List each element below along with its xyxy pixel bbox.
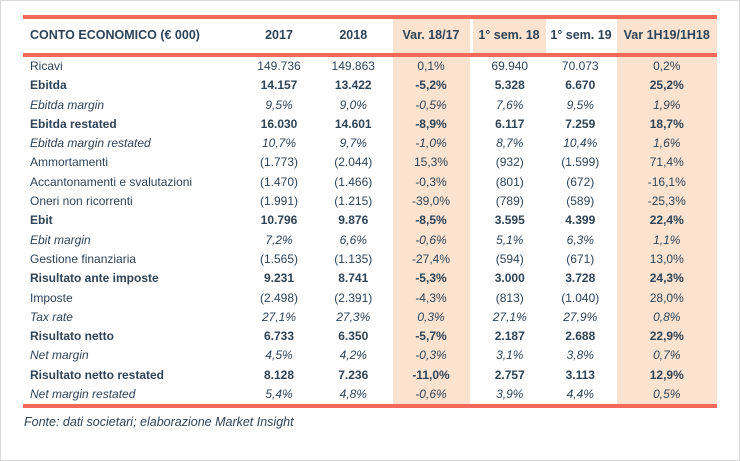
cell-value: 6.670: [565, 78, 596, 93]
cell-value: 3,1%: [496, 348, 524, 363]
cell-value: -0,6%: [391, 385, 471, 406]
cell-value: 0,5%: [615, 385, 717, 406]
cell-value: 10,4%: [563, 136, 598, 151]
table-row: [23, 250, 717, 269]
row-label: Gestione finanziaria: [30, 251, 137, 266]
cell-value: 13,0%: [615, 250, 717, 269]
cell-value: 9,7%: [339, 136, 367, 151]
cell-value: 15,3%: [391, 153, 471, 172]
cell-value: (672): [566, 174, 595, 189]
table-row: [23, 289, 717, 308]
row-label: Ebitda margin: [30, 97, 105, 112]
cell-value: 4,5%: [265, 348, 293, 363]
cell-value: (932): [495, 155, 524, 170]
column-header-2018: 2018: [317, 17, 391, 55]
column-header-var-1h19-1h18: Var 1H19/1H18: [615, 17, 717, 55]
row-label: Ebit margin: [30, 232, 91, 247]
table-row: [23, 173, 717, 192]
cell-value: -16,1%: [615, 173, 717, 192]
cell-value: -0,3%: [391, 346, 471, 365]
column-header-1sem18: 1° sem. 18: [471, 17, 547, 55]
income-statement-table-wrap: [23, 15, 717, 408]
cell-value: 9,5%: [265, 97, 293, 112]
cell-value: 9.876: [338, 213, 369, 228]
cell-value: 0,2%: [615, 55, 717, 76]
cell-value: 14.601: [334, 116, 372, 131]
cell-value: 9.231: [263, 271, 295, 286]
row-label: Ebitda: [30, 78, 67, 93]
cell-value: -11,0%: [391, 366, 471, 385]
cell-value: 8.128: [263, 367, 295, 382]
cell-value: 0,8%: [615, 308, 717, 327]
cell-value: (1.040): [561, 290, 600, 305]
row-label: Risultato netto restated: [30, 367, 165, 382]
cell-value: -4,3%: [391, 289, 471, 308]
cell-value: (1.773): [259, 155, 299, 170]
cell-value: (1.215): [334, 194, 373, 209]
table-row: [23, 192, 717, 211]
cell-value: 69.940: [491, 59, 529, 73]
cell-value: -25,3%: [615, 192, 717, 211]
cell-value: (789): [495, 194, 524, 209]
table-row: [23, 115, 717, 134]
cell-value: 12,9%: [615, 366, 717, 385]
cell-value: (589): [566, 194, 595, 209]
cell-value: (1.470): [259, 174, 299, 189]
table-row: [23, 76, 717, 95]
cell-value: 71,4%: [615, 153, 717, 172]
cell-value: 0,1%: [391, 55, 471, 76]
cell-value: 2.187: [494, 329, 525, 344]
table-row: [23, 366, 717, 385]
cell-value: 28,0%: [615, 289, 717, 308]
cell-value: 8,7%: [496, 136, 524, 151]
cell-value: 149.863: [331, 59, 375, 73]
cell-value: (801): [495, 174, 524, 189]
cell-value: 7.259: [565, 116, 596, 131]
cell-value: 5,4%: [241, 385, 317, 406]
row-label: Net margin: [30, 348, 89, 363]
cell-value: 22,9%: [615, 327, 717, 346]
cell-value: 5.328: [494, 78, 525, 93]
cell-value: 0,3%: [391, 308, 471, 327]
table-row: [23, 231, 717, 250]
cell-value: 10.796: [260, 213, 298, 228]
table-row: [23, 211, 717, 230]
cell-value: (813): [495, 290, 524, 305]
row-label: Tax rate: [30, 309, 73, 324]
cell-value: 4,8%: [317, 385, 391, 406]
table-row: [23, 134, 717, 153]
row-label: Accantonamenti e svalutazioni: [30, 174, 193, 189]
row-label: Risultato netto: [30, 329, 114, 344]
cell-value: 25,2%: [615, 76, 717, 95]
cell-value: 6.350: [338, 329, 369, 344]
column-header-1sem19: 1° sem. 19: [547, 17, 615, 55]
cell-value: 0,7%: [615, 346, 717, 365]
cell-value: 6,6%: [339, 232, 367, 247]
cell-value: 6.117: [495, 116, 525, 131]
cell-value: 4,4%: [547, 385, 615, 406]
cell-value: -1,0%: [391, 134, 471, 153]
cell-value: 3.728: [565, 271, 596, 286]
cell-value: 1,9%: [615, 96, 717, 115]
cell-value: 4,2%: [339, 348, 367, 363]
row-label: Oneri non ricorrenti: [30, 194, 133, 209]
table-row: [23, 153, 717, 172]
cell-value: -39,0%: [391, 192, 471, 211]
cell-value: 70.073: [561, 59, 599, 73]
header-row: [23, 17, 717, 55]
cell-value: (1.135): [334, 251, 373, 266]
cell-value: 1,1%: [615, 231, 717, 250]
cell-value: 8.741: [338, 271, 369, 286]
cell-value: -0,6%: [391, 231, 471, 250]
cell-value: 2.688: [565, 329, 596, 344]
row-label: Imposte: [30, 290, 73, 305]
cell-value: 27,9%: [563, 309, 598, 324]
row-label: Risultato ante imposte: [30, 271, 159, 286]
cell-value: 27,3%: [336, 309, 371, 324]
cell-value: 27,1%: [492, 309, 527, 324]
cell-value: (1.599): [561, 155, 600, 170]
cell-value: (594): [495, 251, 524, 266]
cell-value: 3,9%: [471, 385, 547, 406]
cell-value: (1.565): [259, 251, 299, 266]
row-label: Ebit: [30, 213, 53, 228]
cell-value: -5,2%: [391, 76, 471, 95]
cell-value: -5,3%: [391, 269, 471, 288]
row-label: Ebitda margin restated: [30, 136, 151, 151]
cell-value: (2.044): [334, 155, 373, 170]
cell-value: 27,1%: [261, 309, 297, 324]
row-label: Net margin restated: [23, 385, 241, 406]
cell-value: 7.236: [338, 367, 369, 382]
table-row: [23, 327, 717, 346]
table-row: [23, 269, 717, 288]
cell-value: -27,4%: [391, 250, 471, 269]
cell-value: 5,1%: [496, 232, 524, 247]
cell-value: 6.733: [263, 329, 295, 344]
cell-value: 3.000: [494, 271, 525, 286]
table-row: [23, 55, 717, 76]
cell-value: 10,7%: [261, 136, 297, 151]
cell-value: 24,3%: [615, 269, 717, 288]
row-label: Ammortamenti: [30, 155, 109, 170]
table-row: [23, 385, 717, 406]
row-label: Ebitda restated: [30, 116, 117, 131]
cell-value: -0,3%: [391, 173, 471, 192]
cell-value: (1.991): [259, 194, 299, 209]
row-label: Ricavi: [30, 59, 63, 73]
cell-value: (2.498): [259, 290, 299, 305]
cell-value: 7,6%: [496, 97, 524, 112]
cell-value: -8,5%: [391, 211, 471, 230]
cell-value: 6,3%: [566, 232, 594, 247]
cell-value: 4.399: [565, 213, 596, 228]
cell-value: 7,2%: [265, 232, 293, 247]
column-header-var-18-17: Var. 18/17: [391, 17, 471, 55]
table-row: [23, 308, 717, 327]
cell-value: 3,8%: [566, 348, 594, 363]
table-row: [23, 346, 717, 365]
cell-value: 1,6%: [615, 134, 717, 153]
cell-value: 149.736: [257, 59, 301, 73]
cell-value: 22,4%: [615, 211, 717, 230]
column-header-2017: 2017: [241, 17, 317, 55]
table-row: [23, 96, 717, 115]
cell-value: -8,9%: [391, 115, 471, 134]
cell-value: 13.422: [334, 78, 372, 93]
income-statement-table: [23, 15, 717, 408]
cell-value: 9,0%: [339, 97, 367, 112]
cell-value: -5,7%: [391, 327, 471, 346]
cell-value: 3.113: [565, 367, 595, 382]
table-title: CONTO ECONOMICO (€ 000): [23, 17, 241, 55]
cell-value: 18,7%: [615, 115, 717, 134]
source-note: Fonte: dati societari; elaborazione Market Insight: [24, 415, 294, 429]
cell-value: (2.391): [334, 290, 373, 305]
cell-value: 3.595: [494, 213, 525, 228]
cell-value: 16.030: [260, 116, 298, 131]
cell-value: -0,5%: [391, 96, 471, 115]
cell-value: (1.466): [334, 174, 373, 189]
cell-value: 14.157: [260, 78, 298, 93]
cell-value: 2.757: [494, 367, 525, 382]
cell-value: 9,5%: [566, 97, 594, 112]
cell-value: (671): [566, 251, 595, 266]
